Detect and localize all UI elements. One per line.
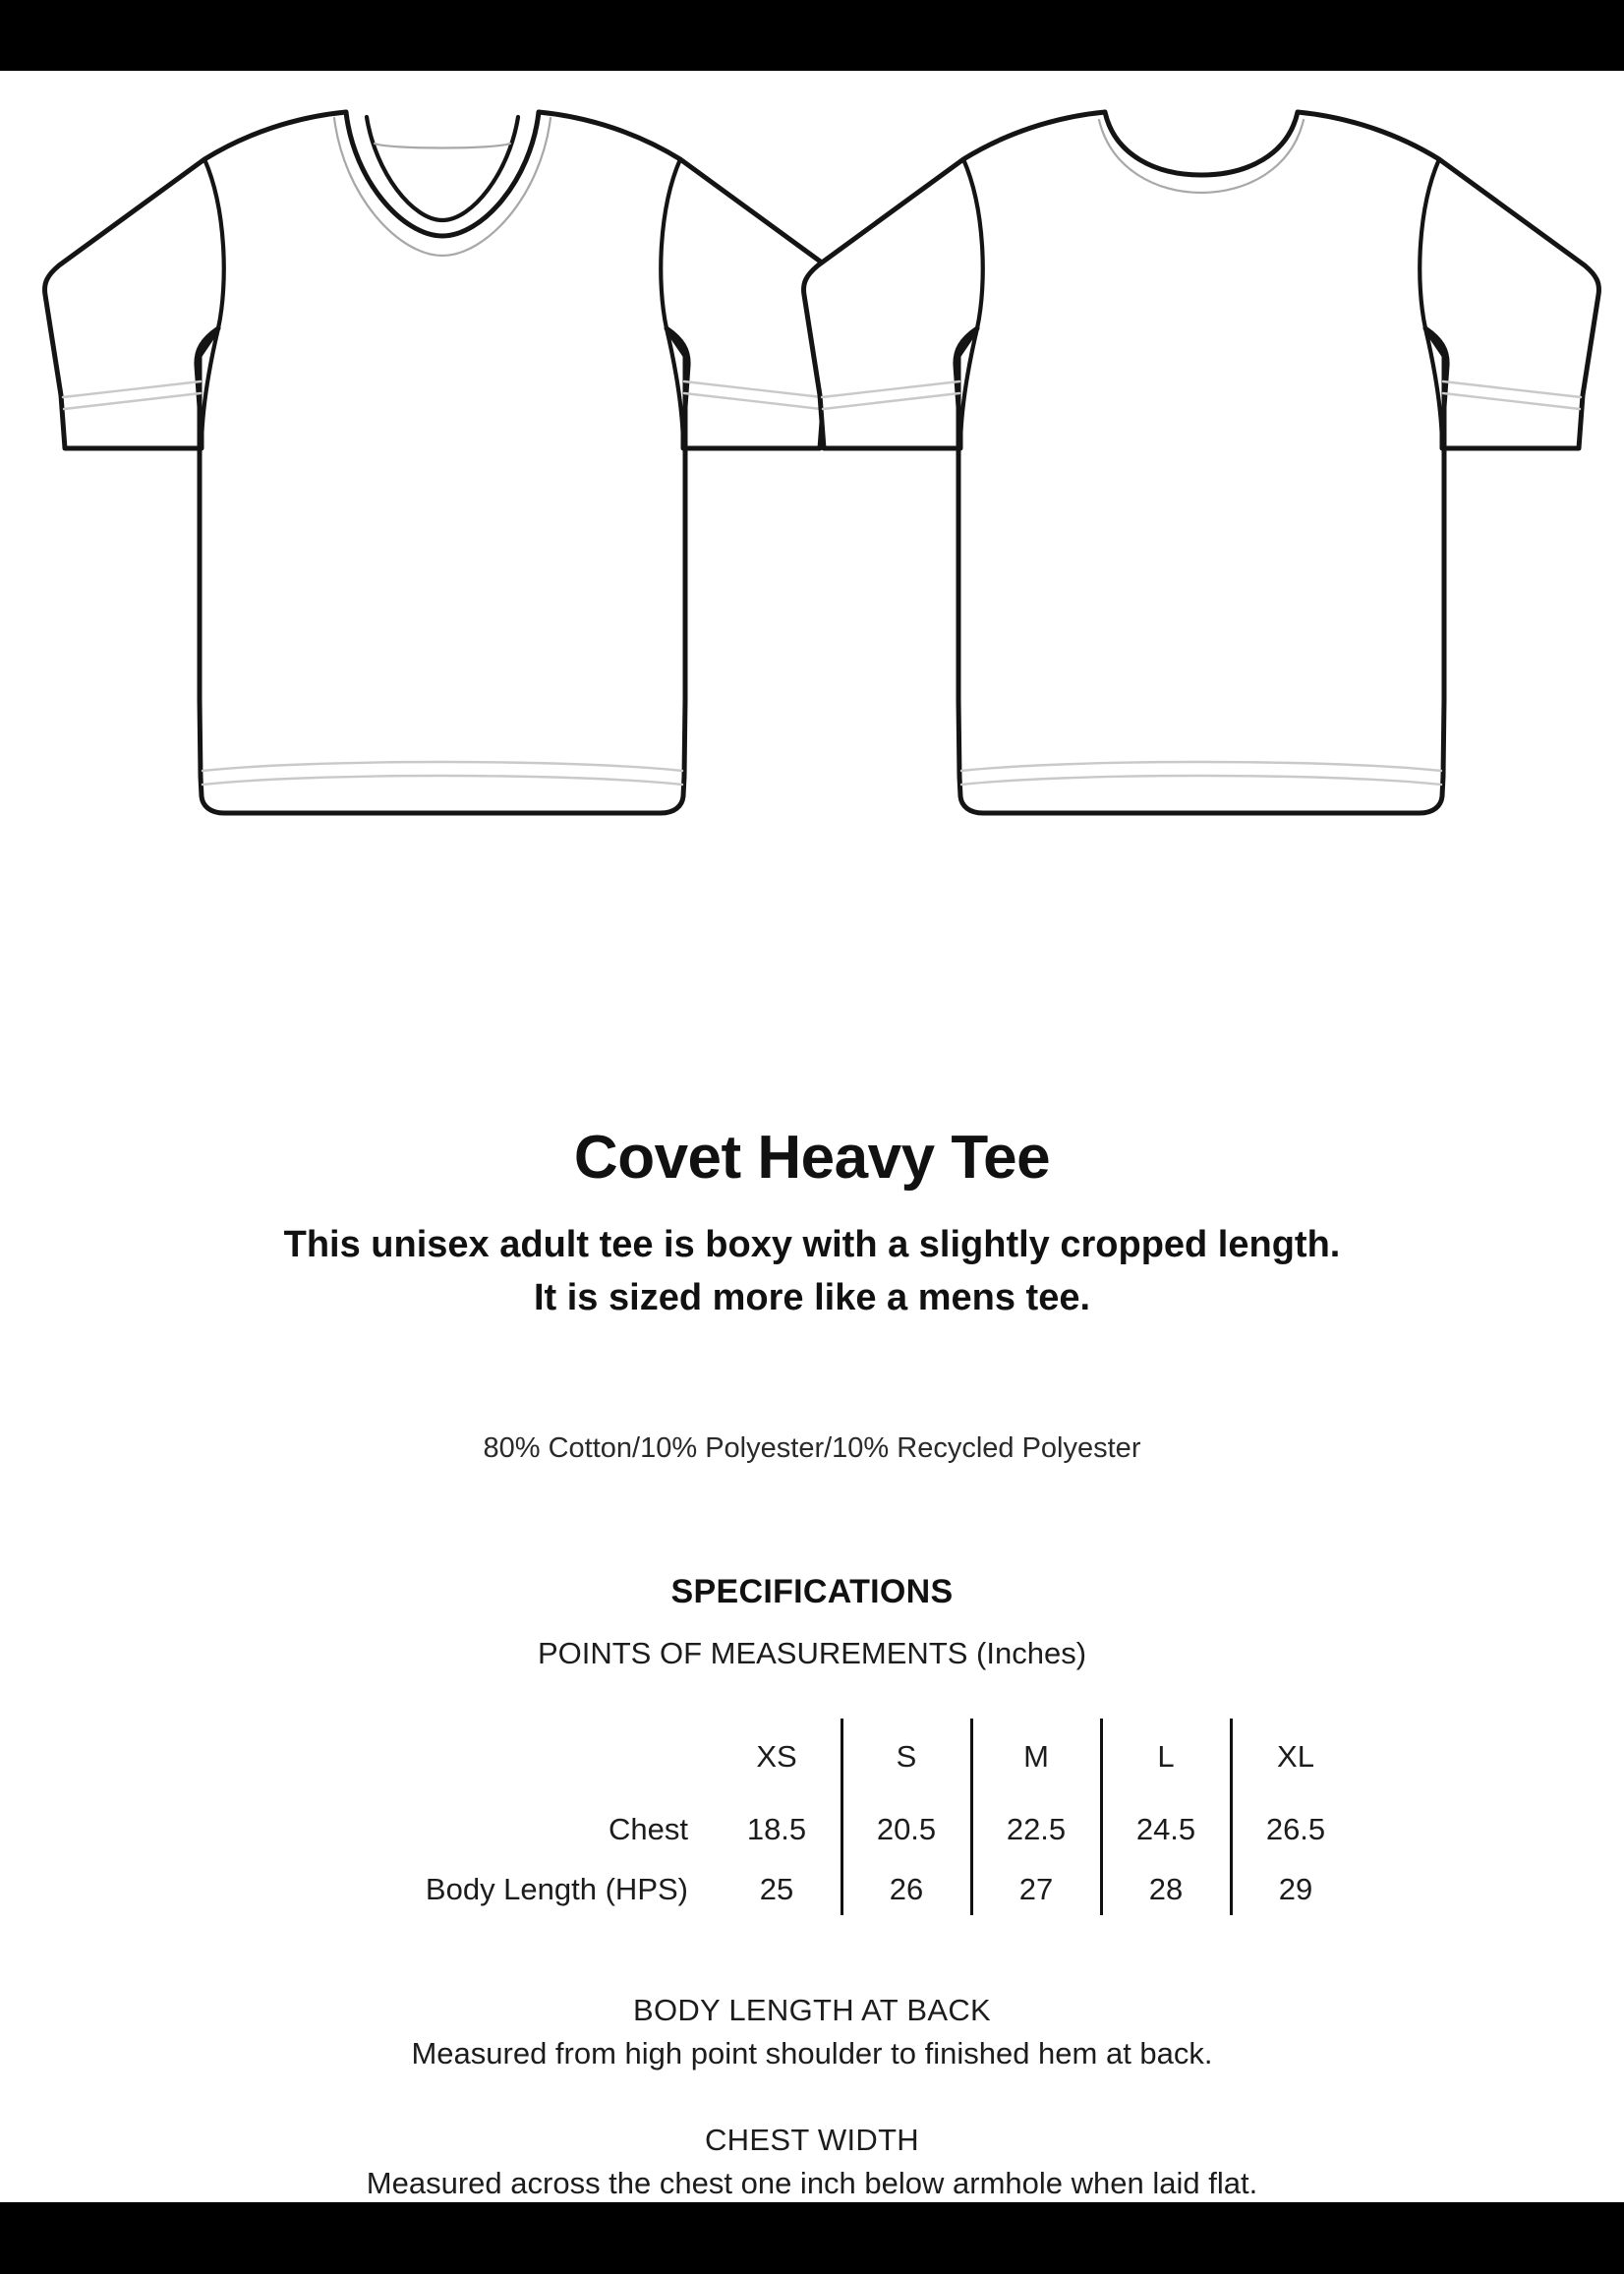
body-length-xs: 25 [759,1871,794,1906]
measurement-notes [0,1993,1624,2252]
body-length-s: 26 [889,1871,924,1906]
row-label-chest: Chest [609,1811,688,1846]
chest-l: 24.5 [1135,1811,1196,1846]
tee-front-flat [45,112,841,813]
note-title-chest-width: CHEST WIDTH [705,2123,919,2157]
spec-sheet [0,71,1624,2202]
size-chart-wrapper [0,1719,1624,1919]
body-length-m: 27 [1018,1871,1054,1906]
chest-xl: 26.5 [1265,1811,1326,1846]
page-title: Covet Heavy Tee [573,1123,1051,1192]
chest-m: 22.5 [1006,1811,1067,1846]
size-header-s: S [896,1739,917,1774]
size-header-m: M [1023,1739,1049,1774]
size-chart-header-row [265,1719,1359,1799]
technical-flats-illustration [0,71,1624,956]
points-of-measurements-heading: POINTS OF MEASUREMENTS (Inches) [537,1636,1087,1670]
letterbox-bar-top [0,0,1624,71]
specifications-heading: SPECIFICATIONS [670,1573,954,1611]
body-length-xl: 29 [1278,1871,1313,1906]
tee-back-flat [804,112,1599,813]
product-description-line-1: This unisex adult tee is boxy with a slightly cropped length. [283,1224,1341,1265]
size-header-xl: XL [1277,1739,1314,1774]
row-label-body-length: Body Length (HPS) [425,1871,688,1906]
fabric-composition: 80% Cotton/10% Polyester/10% Recycled Polyester [483,1432,1141,1464]
note-chest-width [0,2123,1624,2201]
size-chart-table [265,1719,1359,1919]
body-length-l: 28 [1148,1871,1184,1906]
product-description [0,1219,1624,1325]
chest-s: 20.5 [876,1811,937,1846]
note-body-text-body-length: Measured from high point shoulder to finished hem at back. [411,2036,1213,2070]
note-body-length-at-back [0,1993,1624,2071]
table-row-chest [265,1799,1359,1859]
product-description-line-2: It is sized more like a mens tee. [533,1276,1091,1318]
size-header-xs: XS [756,1739,797,1774]
note-body-text-chest-width: Measured across the chest one inch below armhole when laid flat. [366,2166,1258,2200]
table-row-body-length [265,1859,1359,1919]
chest-xs: 18.5 [746,1811,807,1846]
size-chart-corner-cell [265,1719,714,1799]
size-header-l: L [1157,1739,1175,1774]
note-title-body-length: BODY LENGTH AT BACK [632,1993,992,2027]
